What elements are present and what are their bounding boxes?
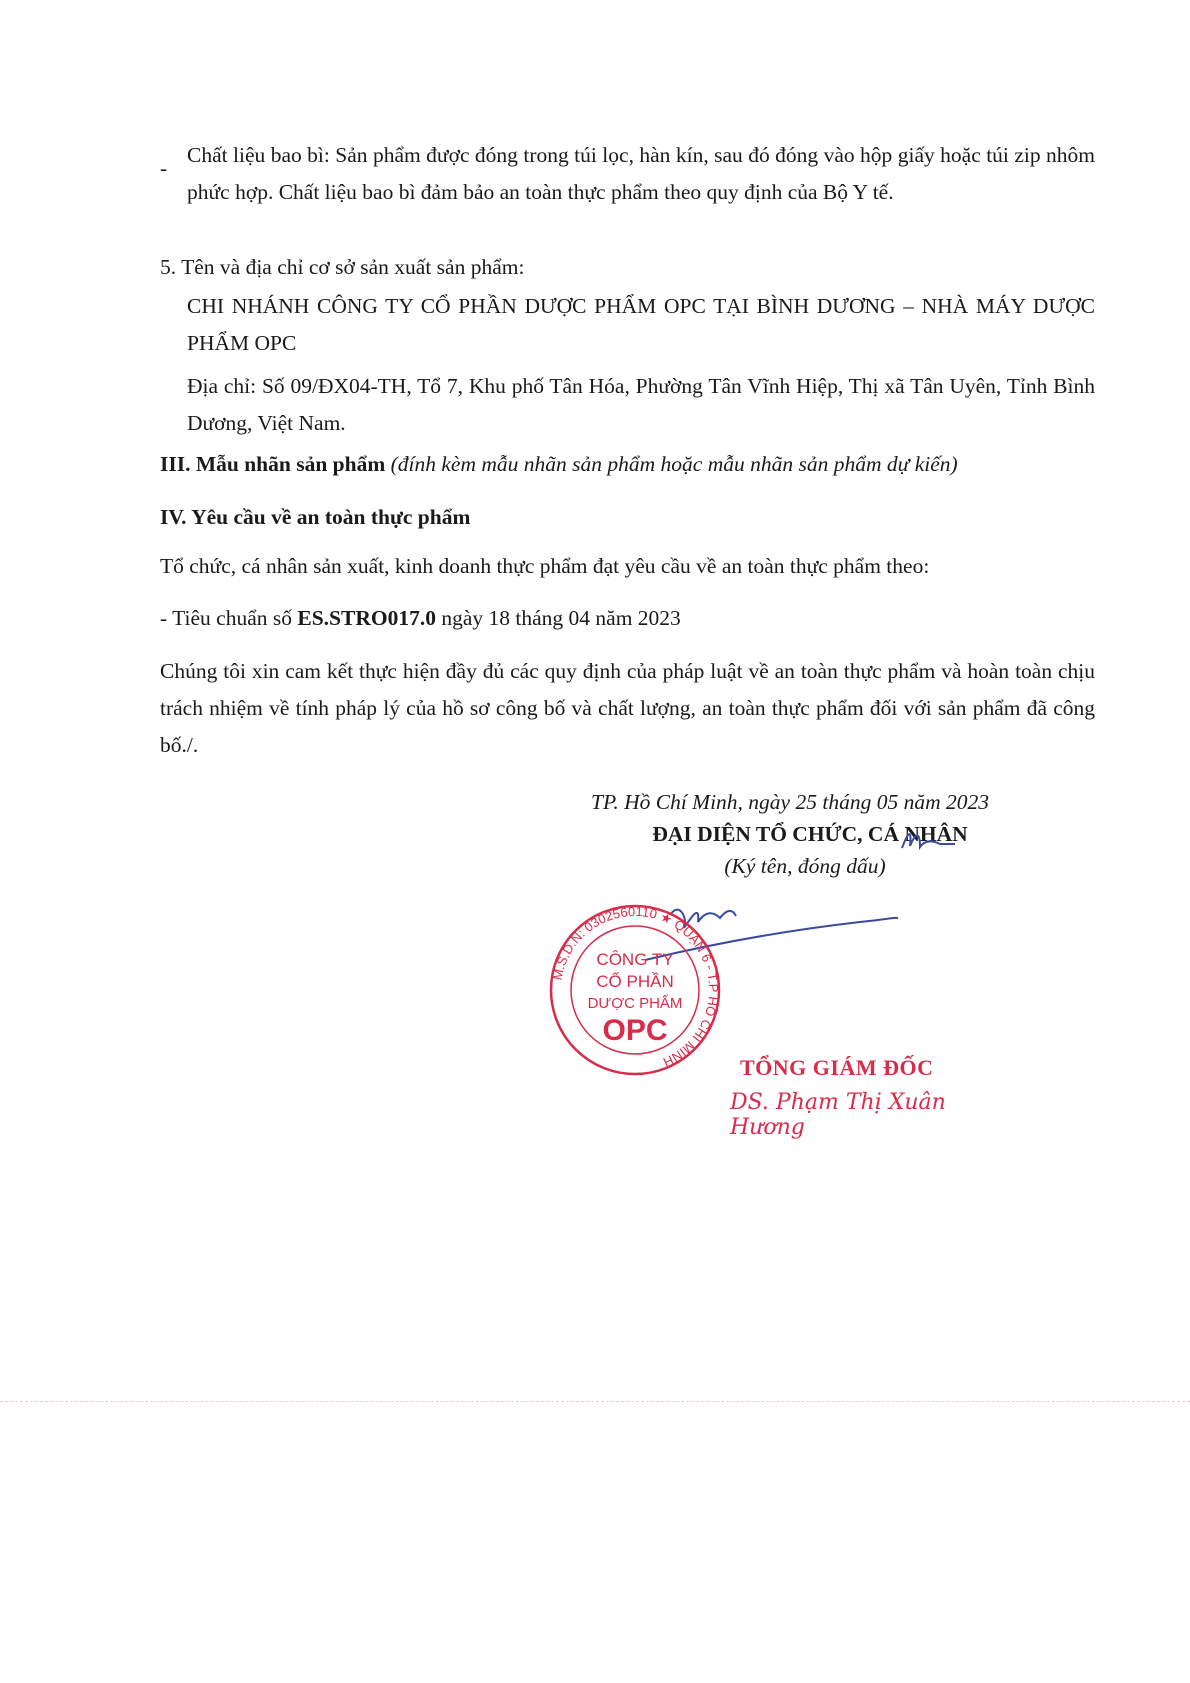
standard-code: ES.STRO017.0 bbox=[297, 606, 436, 630]
standard-line bbox=[160, 600, 1095, 637]
seal-line-2: CỔ PHẦN bbox=[596, 972, 674, 991]
section4-intro: Tổ chức, cá nhân sản xuất, kinh doanh thực phẩm đạt yêu cầu về an toàn thực phẩm theo: bbox=[160, 554, 930, 578]
seal-line-1: CÔNG TY bbox=[596, 950, 674, 969]
representative-note: (Ký tên, đóng dấu) bbox=[724, 854, 886, 878]
packaging-paragraph: Chất liệu bao bì: Sản phẩm được đóng trong túi lọc, hàn kín, sau đó đóng vào hộp giấy hoặc túi zip nhôm phức hợp. Chất liệu bao bì đảm bảo an toàn thực phẩm theo quy định của Bộ Y tế. bbox=[187, 143, 1095, 204]
director-name: DS. Phạm Thị Xuân Hương bbox=[730, 1090, 946, 1140]
representative-title: ĐẠI DIỆN TỔ CHỨC, CÁ NHÂN bbox=[652, 822, 968, 846]
page-divider bbox=[0, 1401, 1190, 1402]
place-date: TP. Hồ Chí Minh, ngày 25 tháng 05 năm 2023 bbox=[591, 790, 989, 814]
director-title: TỔNG GIÁM ĐỐC bbox=[740, 1055, 934, 1080]
section3-heading bbox=[160, 446, 1095, 483]
standard-prefix: - Tiêu chuẩn số bbox=[160, 606, 292, 630]
section3-note: (đính kèm mẫu nhãn sản phẩm hoặc mẫu nhãn sản phẩm dự kiến) bbox=[390, 452, 958, 476]
seal-ring-text: M.S.D.N: 0302560110 ★ QUẬN 6 - T.P HỒ CHÍ MINH bbox=[549, 903, 722, 1070]
seal-line-3: DƯỢC PHẨM bbox=[587, 995, 683, 1012]
section4-title: IV. Yêu cầu về an toàn thực phẩm bbox=[160, 505, 471, 529]
company-seal bbox=[545, 895, 725, 1085]
manufacturer-name: CHI NHÁNH CÔNG TY CỔ PHẦN DƯỢC PHẨM OPC TẠI BÌNH DƯƠNG – NHÀ MÁY DƯỢC PHẨM OPC bbox=[187, 294, 1095, 355]
seal-line-4: OPC bbox=[602, 1014, 668, 1047]
commitment-paragraph: Chúng tôi xin cam kết thực hiện đầy đủ các quy định của pháp luật về an toàn thực phẩm và hoàn toàn chịu trách nhiệm về tính pháp lý của hồ sơ công bố và chất lượng, an toàn thực phẩm đối với sản phẩm đã công bố./. bbox=[160, 659, 1095, 757]
manufacturer-address: Địa chỉ: Số 09/ĐX04-TH, Tổ 7, Khu phố Tân Hóa, Phường Tân Vĩnh Hiệp, Thị xã Tân Uyên, Tỉnh Bình Dương, Việt Nam. bbox=[187, 374, 1095, 435]
standard-date: ngày 18 tháng 04 năm 2023 bbox=[441, 606, 681, 630]
item5-heading: 5. Tên và địa chỉ cơ sở sản xuất sản phẩm: bbox=[160, 255, 525, 279]
section3-title: III. Mẫu nhãn sản phẩm bbox=[160, 452, 386, 476]
bullet-dash: - bbox=[160, 156, 168, 180]
